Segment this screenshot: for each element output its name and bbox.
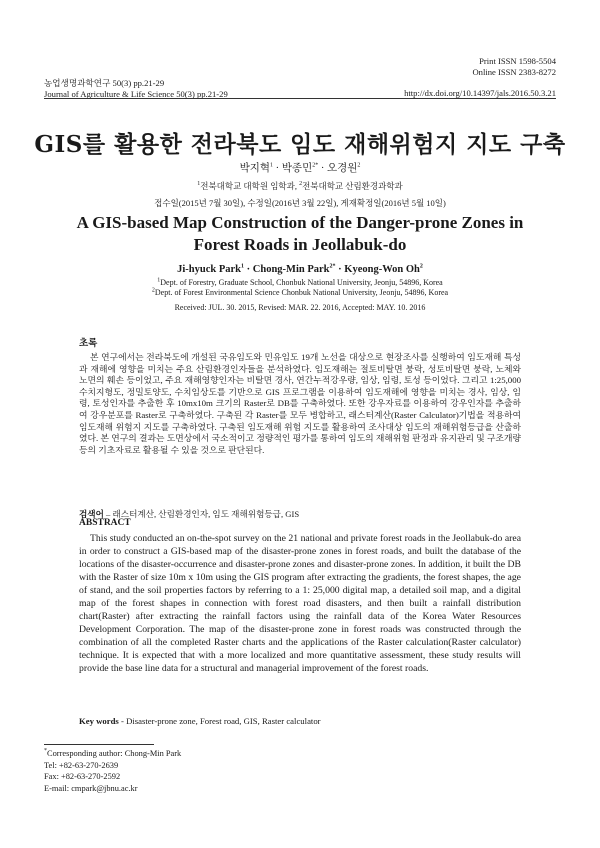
journal-ref-korean: 농업생명과학연구 50(3) pp.21-29 — [44, 78, 165, 88]
english-abstract-heading: ABSTRACT — [79, 518, 131, 528]
korean-affiliations: $^1$전북대학교 대학원 임학과, $^2$전북대학교 산림환경과학과 — [197, 181, 403, 191]
korean-authors: 박지혁$^1$ · 박종민$^{2*}$ · 오경원$^2$ — [239, 162, 361, 174]
english-keywords: Key words - Disaster-prone zone, Forest road, GIS, Raster calculator — [79, 716, 321, 726]
korean-abstract: 본 연구에서는 전라북도에 개설된 국유임도와 민유임도 19개 노선을 대상으로 현장조사를 실행하여 임도재해 특성과 재해에 영향을 미치는 주요 산림환경인자들을 분석하였다. 임도재해는 절토비탈면 붕락, 성토비탈면 붕락, 노체와 노면의 훼손 등이었고, 주요 재해영향인자는 비탈면 경사, 연간누적강우량, 임상, 임령, 토성 등이었다. 그리고 1:25,000 수치지형도, 정밀토양도, 수치임상도를 기반으로 GIS 프로그램을 이용하여 임도재해에 영향을 미치는 경사, 임상, 임령, 토성인자를 추출한 후 10mx10m 크기의 Raster로 DB를 구축하였다. 또한 강우자료를 이용하여 강우인자를 추출하여 강우분포를 Raster로 구축하였다. 구축된 각 Raster를 모두 병합하고, 래스터계산(Raster Calculator)기법을 적용하여 임도재해 위험지 지도를 구축하였다. 구축된 임도재해 위험 지도를 활용하여 조사대상 임도의 재해위험등급을 산출하였다. 본 연구의 결과는 도면상에서 국소적이고 정량적인 평가를 통하여 임도의 재해위험 판정과 유지관리 및 구조개량 등의 기초자료로 활용될 수 있을 것으로 판단된다. — [79, 352, 521, 455]
korean-keywords: 검색어 – 래스터계산, 산림환경인자, 임도 재해위험등급, GIS — [79, 509, 300, 519]
author-name: Kyeong-Won Oh — [344, 264, 420, 275]
doi-link[interactable]: http://dx.doi.org/10.14397/jals.2016.50.3.21 — [404, 88, 556, 98]
corresponding-author-footnote: *Corresponding author: Chong-Min Park Tel: +82-63-270-2639 Fax: +82-63-270-2592 E-mail: cmpark@jbnu.ac.kr — [44, 748, 182, 793]
journal-header — [44, 78, 228, 99]
journal-ref-english: Journal of Agriculture & Life Science 50(3) pp.21-29 — [44, 88, 228, 99]
footnote-rule — [44, 744, 154, 745]
email-link[interactable]: E-mail: cmpark@jbnu.ac.kr — [44, 783, 138, 793]
author-name: Ji-hyuck Park — [177, 264, 242, 275]
english-affiliations: $^1$Dept. of Forestry, Graduate School, Chonbuk National University, Jeonju, 54896, Korea $^2$Dept. of Forest Environmental Science Chonbuk National University, Jeonju, 54896, Korea — [151, 277, 449, 297]
english-abstract: This study conducted an on-the-spot survey on the 21 national and private forest roads in the Jeollabuk-do area in order to construct a GIS-based map of the disaster-prone zones in forest roads, and built the database of the locations of the disaster-occurrence and disaster-prone zones and disaster-prone zones. In addition, it built the DB with the Raster of size 10m x 10m using the GIS program after extracting the gradients, the forest shapes, the age of stand, and the soil properties factors by referring to a 1: 25,000 digital map, a detailed soil map, and a digital map of the forest shapes in connection with forest road disasters, and then built a rainfall distribution chart(Raster) after extracting the rainfall factors using the rainfall data of the Korea Water Resources Development Corporation. The map of the disaster-prone zone in forest roads was constructed through the combination of all the completed Raster charts and the applications of the Raster calculation(Raster calculator) technique. It is expected that with a more localized and more quantitative assessment, these study results will provide the base line data for a structural and managerial improvement of the forest roads. — [79, 533, 521, 674]
korean-title: GIS를 활용한 전라북도 임도 재해위험지 지도 구축 — [34, 131, 566, 158]
header-rule — [44, 98, 556, 99]
author-name: 오경원 — [326, 163, 358, 174]
author-name: 박지혁 — [239, 163, 271, 174]
english-authors: Ji-hyuck Park$^1$ · Chong-Min Park$^{2*}$ · Kyeong-Won Oh$^2$ — [177, 263, 423, 275]
korean-abstract-heading: 초록 — [79, 339, 98, 349]
author-name: Chong-Min Park — [252, 264, 330, 275]
english-title: A GIS-based Map Construction of the Danger-prone Zones in Forest Roads in Jeollabuk-do — [76, 213, 524, 254]
print-issn: Print ISSN 1598-5504 — [479, 56, 556, 66]
author-name: 박종민 — [281, 163, 313, 174]
english-dates: Received: JUL. 30. 2015, Revised: MAR. 22. 2016, Accepted: MAY. 10. 2016 — [174, 303, 426, 312]
online-issn: Online ISSN 2383-8272 — [472, 66, 556, 77]
korean-dates: 접수일(2015년 7월 30일), 수정일(2016년 3월 22일), 게재확정일(2016년 5월 10일) — [154, 198, 446, 208]
issn-block — [472, 56, 556, 77]
